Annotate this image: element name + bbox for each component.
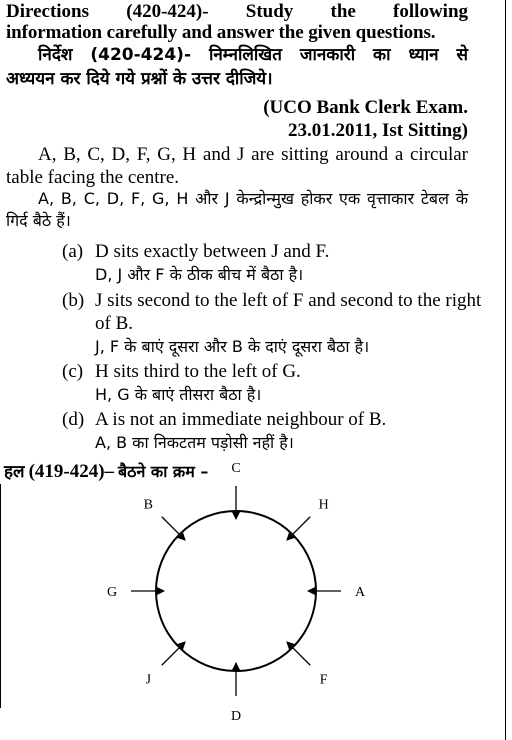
seat-label-h: H	[318, 497, 329, 513]
option-d-hi: A, B का निकटतम पड़ोसी नहीं है।	[95, 433, 294, 452]
directions-range: (420-424)-	[126, 1, 209, 22]
directions-hi-line-2: अध्ययन कर दिये गये प्रश्नों के उत्तर दीजिये।	[6, 69, 273, 89]
option-a-hi: D, J और F के ठीक बीच में बैठा है।	[95, 265, 304, 284]
seat-arrow-h	[287, 517, 310, 540]
seat-label-b: B	[143, 497, 153, 513]
seat-label-a: A	[354, 585, 366, 600]
option-c-hi-row	[62, 383, 482, 406]
directions-label: Directions	[6, 1, 90, 22]
seat-arrow-f	[287, 642, 310, 665]
option-d-hi-row	[62, 431, 482, 454]
setup-en: A, B, C, D, F, G, H and J are sitting around a circular table facing the centre.	[6, 144, 468, 188]
option-b-hi: J, F के बाएं दूसरा और B के दाएं दूसरा बैठा है।	[95, 337, 370, 356]
solution-hi-text: बैठने का क्रम –	[118, 462, 209, 481]
directions-hi-text-1: निम्नलिखित जानकारी का ध्यान से	[208, 45, 468, 65]
option-a	[62, 240, 482, 263]
option-d	[62, 408, 482, 431]
option-b-label: (b)	[62, 290, 85, 311]
exam-source-line-1: (UCO Bank Clerk Exam.	[263, 97, 468, 118]
option-a-en: D sits exactly between J and F.	[95, 241, 330, 262]
option-c-hi: H, G के बाएं तीसरा बैठा है।	[95, 385, 262, 404]
option-a-hi-row	[62, 263, 482, 286]
seat-label-f: F	[319, 672, 328, 688]
directions-hi-label: निर्देश (420-424)-	[38, 45, 191, 65]
seat-label-j: J	[145, 672, 152, 688]
exam-source-line-2: 23.01.2011, Ist Sitting)	[288, 120, 468, 141]
option-d-label: (d)	[62, 409, 85, 430]
directions-en-line-2: information carefully and answer the given questions.	[6, 22, 436, 43]
option-c-label: (c)	[62, 361, 84, 382]
seat-label-c: C	[231, 461, 241, 476]
option-d-en: A is not an immediate neighbour of B.	[95, 409, 387, 430]
option-c	[62, 360, 482, 383]
right-border-line	[505, 0, 506, 740]
option-b-hi-row	[62, 335, 482, 358]
solution-hi-label: हल	[4, 462, 25, 482]
solution-range: (419-424)–	[28, 461, 115, 482]
directions-hi-line-1	[6, 44, 468, 67]
option-b	[62, 289, 482, 335]
directions-en-line-1	[6, 0, 468, 23]
seat-label-g: G	[106, 585, 118, 600]
seat-label-d: D	[230, 709, 242, 724]
option-c-en: H sits third to the left of G.	[95, 361, 301, 382]
setup-hi: A, B, C, D, F, G, H और J केन्द्रोन्मुख होकर एक वृत्ताकार टेबल के गिर्द बैठे हैं।	[6, 189, 468, 230]
option-a-label: (a)	[62, 241, 84, 262]
option-b-en: J sits second to the left of F and second to the right of B.	[95, 290, 482, 334]
seat-arrow-j	[162, 642, 185, 665]
seat-arrow-b	[162, 517, 185, 540]
directions-text-1: Study the following	[245, 1, 469, 22]
